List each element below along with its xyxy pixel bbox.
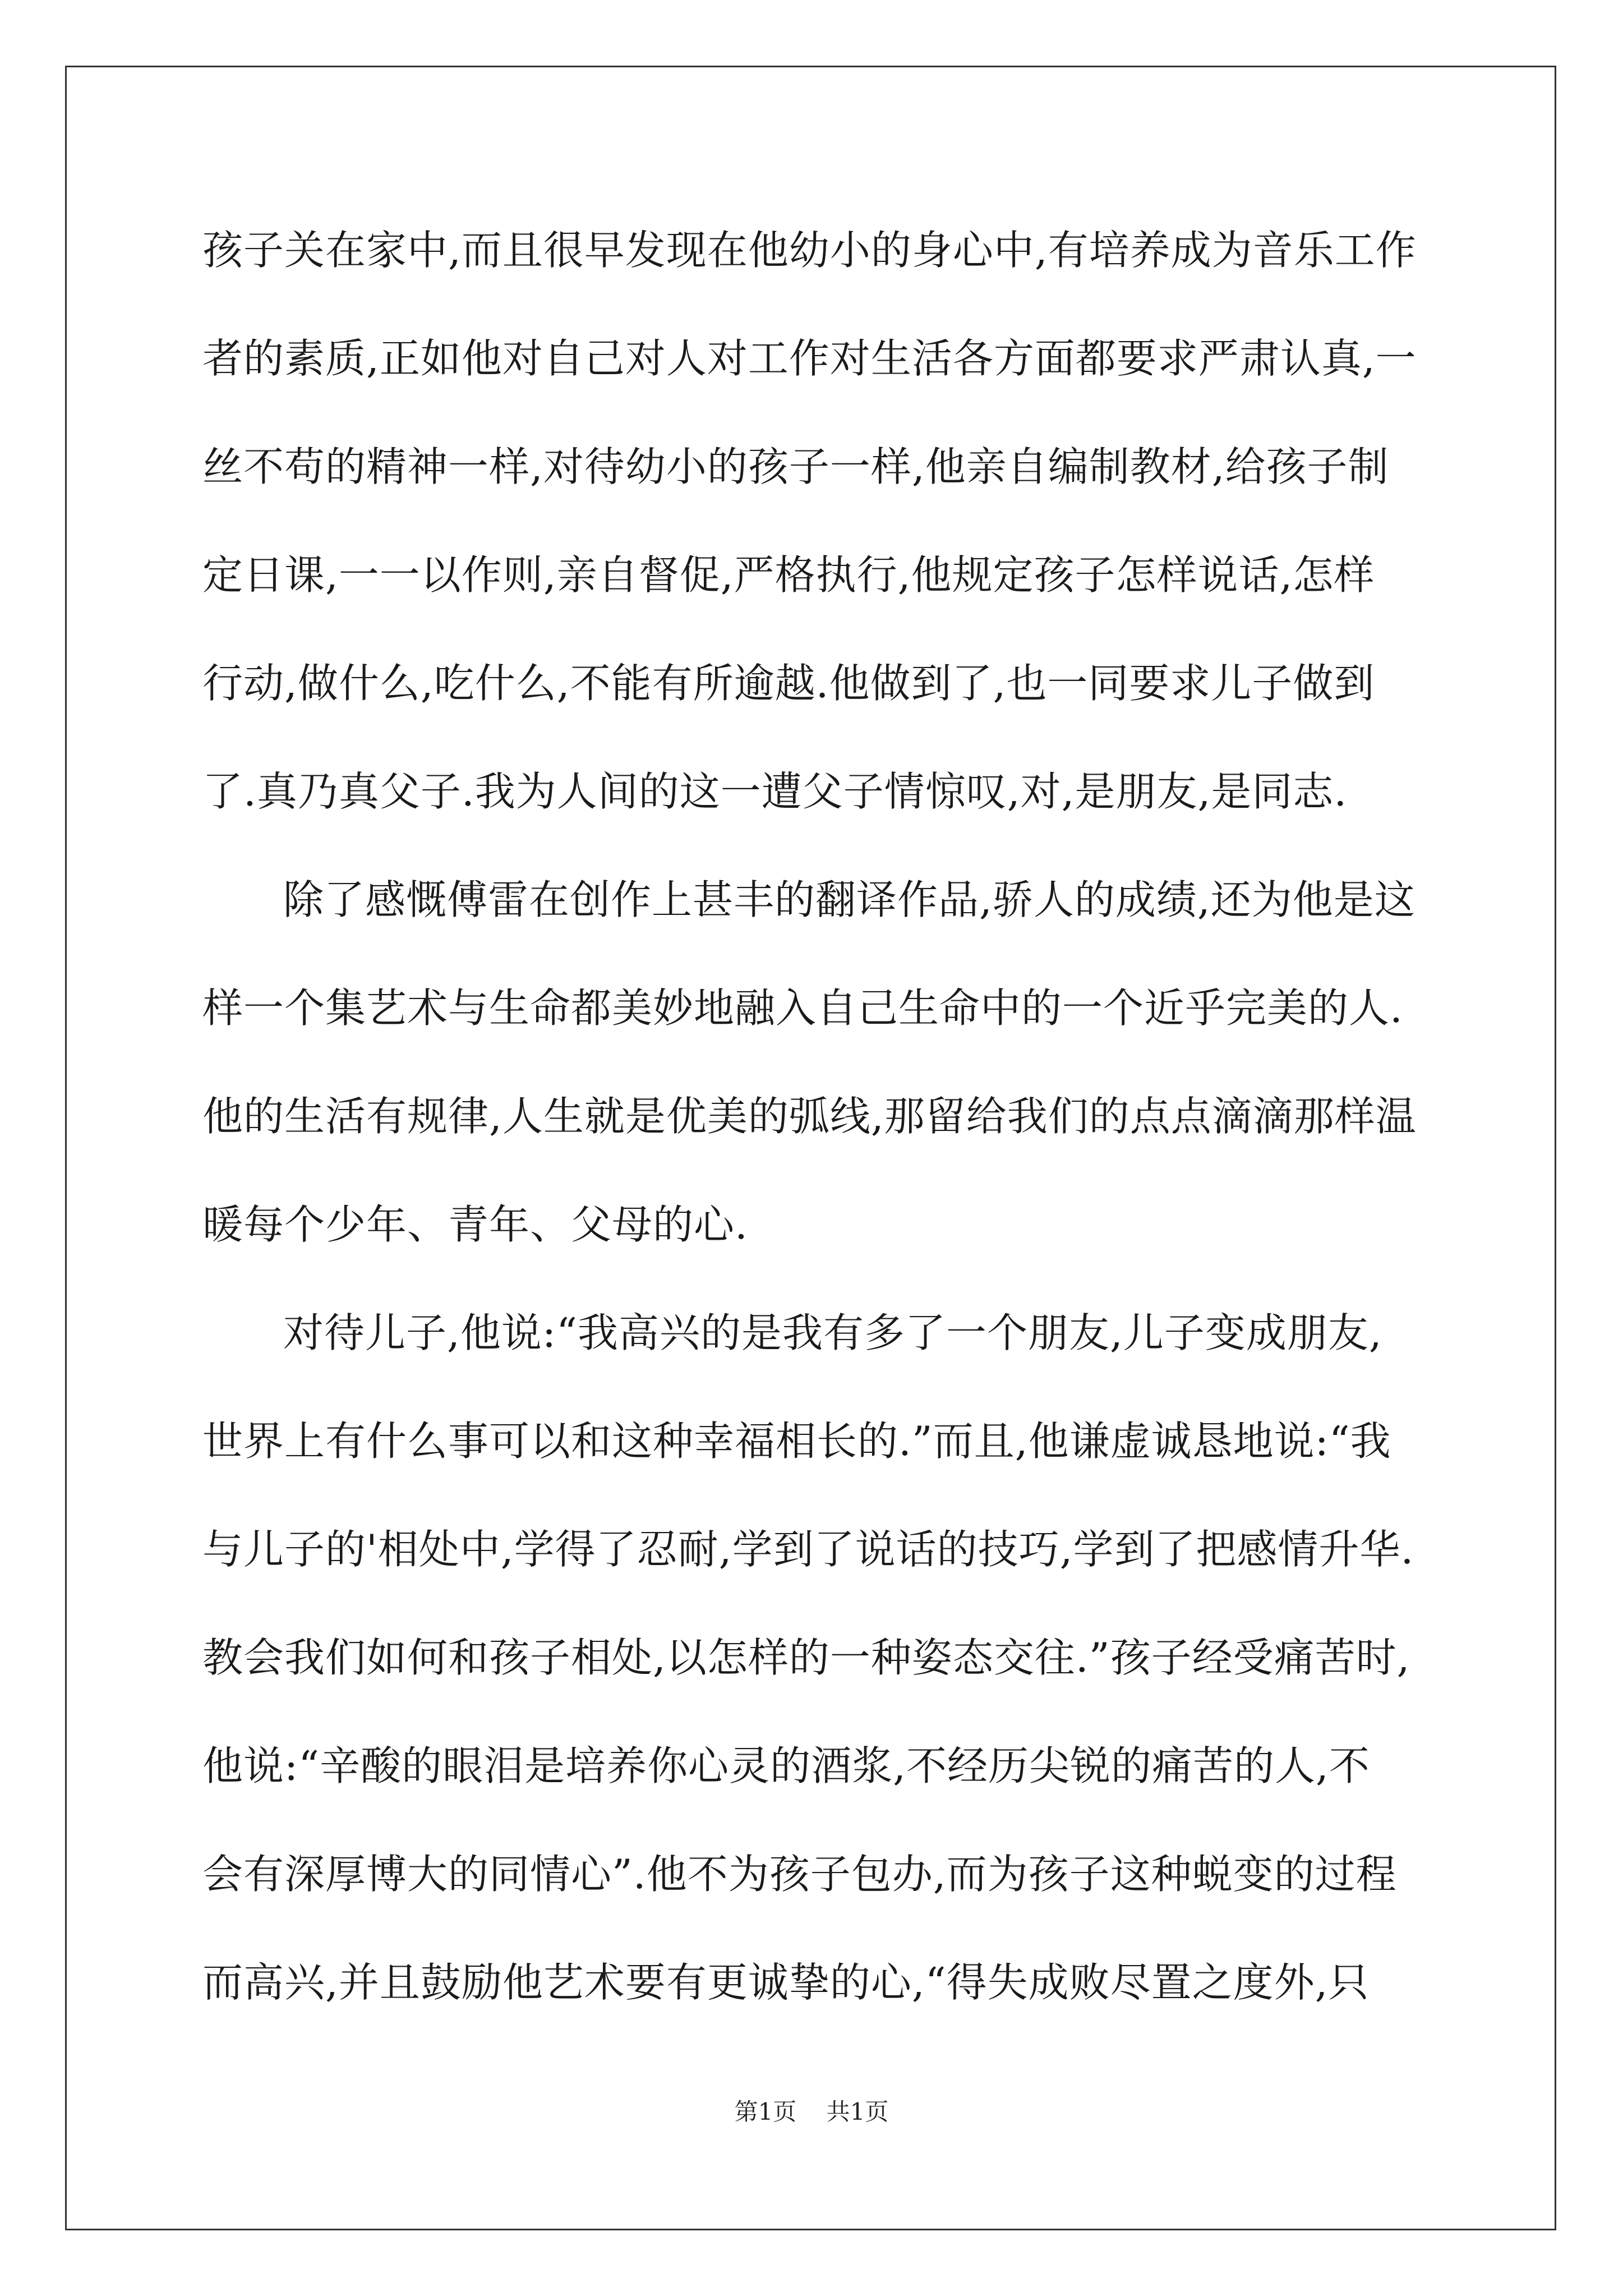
text-line: 孩子关在家中,而且很早发现在他幼小的身心中,有培养成为音乐工作 bbox=[202, 227, 1417, 274]
page-footer: 第1页 共1页 bbox=[734, 2098, 889, 2125]
text-line: 者的素质,正如他对自己对人对工作对生活各方面都要求严肃认真,一 bbox=[202, 335, 1417, 382]
text-line: 定日课,一一以作则,亲自督促,严格执行,他规定孩子怎样说话,怎样 bbox=[202, 551, 1375, 599]
text-line: 样一个集艺术与生命都美妙地融入自己生命中的一个近乎完美的人. bbox=[202, 984, 1403, 1032]
paragraph-first-line: 除了感慨傅雷在创作上甚丰的翻译作品,骄人的成绩,还为他是这 bbox=[283, 876, 1415, 923]
text-line: 而高兴,并且鼓励他艺术要有更诚挚的心,“得失成败尽置之度外,只 bbox=[202, 1959, 1370, 2006]
text-line: 行动,做什么,吃什么,不能有所逾越.他做到了,也一同要求儿子做到 bbox=[202, 660, 1375, 707]
text-line: 了.真乃真父子.我为人间的这一遭父子情惊叹,对,是朋友,是同志. bbox=[202, 768, 1348, 815]
text-line: 教会我们如何和孩子相处,以怎样的一种姿态交往.”孩子经受痛苦时, bbox=[202, 1634, 1410, 1681]
paragraph-first-line: 对待儿子,他说:“我高兴的是我有多了一个朋友,儿子变成朋友, bbox=[283, 1309, 1382, 1356]
text-line: 与儿子的'相处中,学得了忍耐,学到了说话的技巧,学到了把感情升华. bbox=[202, 1526, 1414, 1573]
page-border bbox=[65, 66, 1556, 2230]
text-line: 丝不苟的精神一样,对待幼小的孩子一样,他亲自编制教材,给孩子制 bbox=[202, 443, 1389, 490]
text-line: 他的生活有规律,人生就是优美的弧线,那留给我们的点点滴滴那样温 bbox=[202, 1093, 1417, 1140]
text-line: 他说:“辛酸的眼泪是培养你心灵的酒浆,不经历尖锐的痛苦的人,不 bbox=[202, 1742, 1370, 1789]
text-line: 暖每个少年、青年、父母的心. bbox=[202, 1201, 748, 1248]
text-line: 会有深厚博大的同情心”.他不为孩子包办,而为孩子这种蜕变的过程 bbox=[202, 1851, 1397, 1898]
text-line: 世界上有什么事可以和这种幸福相长的.”而且,他谦虚诚恳地说:“我 bbox=[202, 1418, 1391, 1465]
